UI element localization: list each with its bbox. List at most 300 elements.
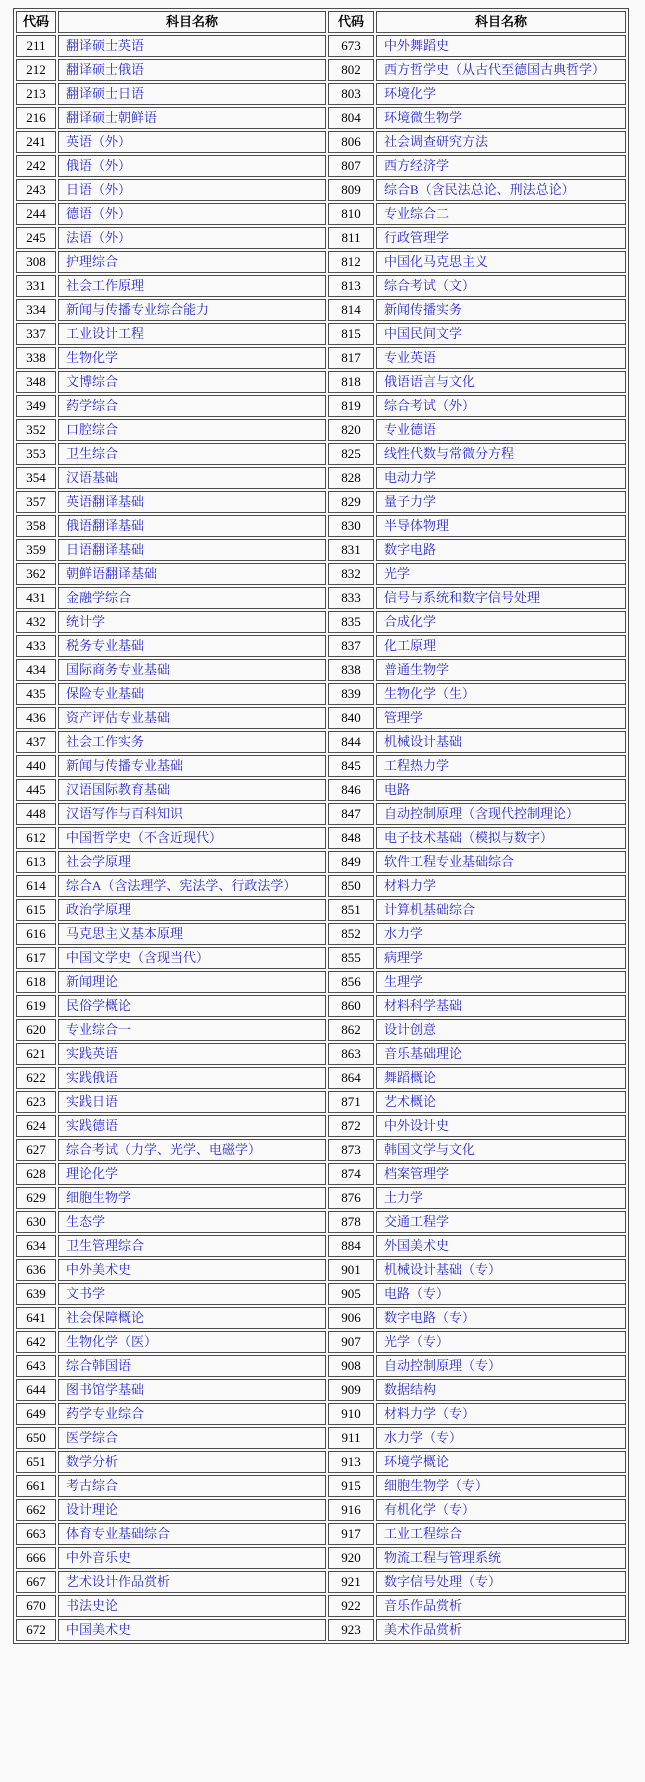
code-cell: 213 <box>16 83 56 105</box>
subject-cell <box>58 443 326 465</box>
header-subject-name-left: 科目名称 <box>58 11 326 33</box>
subject-link[interactable]: 社会保障概论 <box>66 1310 145 1325</box>
subject-link[interactable]: 行政管理学 <box>384 230 450 245</box>
code-cell: 803 <box>328 83 374 105</box>
subject-cell <box>376 1019 626 1041</box>
subject-link[interactable]: 中外音乐史 <box>66 1550 132 1565</box>
subject-link[interactable]: 社会调查研究方法 <box>384 134 489 149</box>
code-cell: 807 <box>328 155 374 177</box>
subject-link[interactable]: 病理学 <box>384 950 424 965</box>
table-row <box>16 1259 626 1281</box>
subject-link[interactable]: 资产评估专业基础 <box>66 710 171 725</box>
code-cell: 434 <box>16 659 56 681</box>
subject-cell <box>376 1379 626 1401</box>
subject-link[interactable]: 机械设计基础（专） <box>384 1262 502 1277</box>
subject-link[interactable]: 软件工程专业基础综合 <box>384 854 515 869</box>
subject-cell <box>58 1331 326 1353</box>
subject-link[interactable]: 数字信号处理（专） <box>384 1574 502 1589</box>
subject-link[interactable]: 自动控制原理（专） <box>384 1358 502 1373</box>
code-cell: 920 <box>328 1547 374 1569</box>
subject-link[interactable]: 新闻理论 <box>66 974 119 989</box>
subject-link[interactable]: 中外设计史 <box>384 1118 450 1133</box>
code-cell: 630 <box>16 1211 56 1233</box>
subject-link[interactable]: 医学综合 <box>66 1430 119 1445</box>
subject-link[interactable]: 数字电路（专） <box>384 1310 476 1325</box>
code-cell: 433 <box>16 635 56 657</box>
subject-link[interactable]: 有机化学（专） <box>384 1502 476 1517</box>
subject-link[interactable]: 计算机基础综合 <box>384 902 476 917</box>
code-cell: 856 <box>328 971 374 993</box>
subject-link[interactable]: 统计学 <box>66 614 106 629</box>
subject-cell <box>376 683 626 705</box>
code-cell: 673 <box>328 35 374 57</box>
table-row <box>16 707 626 729</box>
subject-link[interactable]: 信号与系统和数字信号处理 <box>384 590 541 605</box>
subject-cell <box>58 1091 326 1113</box>
subject-cell <box>58 1451 326 1473</box>
code-cell: 837 <box>328 635 374 657</box>
table-row <box>16 1067 626 1089</box>
subject-link[interactable]: 德语（外） <box>66 206 132 221</box>
subject-cell <box>376 59 626 81</box>
subject-link[interactable]: 电动力学 <box>384 470 437 485</box>
subject-cell <box>376 203 626 225</box>
table-row <box>16 1091 626 1113</box>
subject-cell <box>58 611 326 633</box>
subject-cell <box>58 1019 326 1041</box>
code-cell: 921 <box>328 1571 374 1593</box>
subject-cell <box>376 947 626 969</box>
code-cell: 884 <box>328 1235 374 1257</box>
subject-link[interactable]: 中外美术史 <box>66 1262 132 1277</box>
code-cell: 878 <box>328 1211 374 1233</box>
subject-cell <box>376 1115 626 1137</box>
subject-link[interactable]: 电路（专） <box>384 1286 450 1301</box>
code-cell: 872 <box>328 1115 374 1137</box>
subject-cell <box>376 995 626 1017</box>
code-cell: 245 <box>16 227 56 249</box>
subject-link[interactable]: 日语翻译基础 <box>66 542 145 557</box>
subject-link[interactable]: 法语（外） <box>66 230 132 245</box>
subject-cell <box>376 1211 626 1233</box>
subject-link[interactable]: 图书馆学基础 <box>66 1382 145 1397</box>
subject-cell <box>58 1211 326 1233</box>
subject-cell <box>376 395 626 417</box>
subject-link[interactable]: 机械设计基础 <box>384 734 463 749</box>
subject-link[interactable]: 翻译硕士英语 <box>66 38 145 53</box>
subject-cell <box>58 1403 326 1425</box>
subject-cell <box>58 347 326 369</box>
table-row <box>16 563 626 585</box>
code-cell: 636 <box>16 1259 56 1281</box>
table-row <box>16 611 626 633</box>
code-cell: 666 <box>16 1547 56 1569</box>
subject-cell <box>58 107 326 129</box>
subject-link[interactable]: 专业综合二 <box>384 206 450 221</box>
table-row <box>16 1283 626 1305</box>
subject-link[interactable]: 口腔综合 <box>66 422 119 437</box>
subject-link[interactable]: 环境学概论 <box>384 1454 450 1469</box>
subject-cell <box>376 1403 626 1425</box>
table-row <box>16 995 626 1017</box>
subject-link[interactable]: 综合考试（文） <box>384 278 476 293</box>
subject-link[interactable]: 英语（外） <box>66 134 132 149</box>
code-cell: 913 <box>328 1451 374 1473</box>
subject-cell <box>58 515 326 537</box>
subject-cell <box>376 1259 626 1281</box>
subject-link[interactable]: 西方哲学史（从古代至德国古典哲学） <box>384 62 606 77</box>
subject-cell <box>58 1283 326 1305</box>
code-cell: 915 <box>328 1475 374 1497</box>
table-row <box>16 323 626 345</box>
subject-link[interactable]: 工业设计工程 <box>66 326 145 341</box>
subject-link[interactable]: 中国哲学史（不含近现代） <box>66 830 223 845</box>
subject-link[interactable]: 音乐作品赏析 <box>384 1598 463 1613</box>
subject-link[interactable]: 光学（专） <box>384 1334 450 1349</box>
subject-cell <box>376 299 626 321</box>
table-row <box>16 731 626 753</box>
subject-link[interactable]: 数据结构 <box>384 1382 437 1397</box>
code-cell: 844 <box>328 731 374 753</box>
code-cell: 334 <box>16 299 56 321</box>
subject-link[interactable]: 艺术概论 <box>384 1094 437 1109</box>
subject-link[interactable]: 生态学 <box>66 1214 106 1229</box>
code-cell: 907 <box>328 1331 374 1353</box>
code-cell: 812 <box>328 251 374 273</box>
code-cell: 639 <box>16 1283 56 1305</box>
subject-cell <box>376 755 626 777</box>
subject-cell <box>58 563 326 585</box>
code-cell: 802 <box>328 59 374 81</box>
code-cell: 806 <box>328 131 374 153</box>
table-row <box>16 1451 626 1473</box>
code-cell: 618 <box>16 971 56 993</box>
subject-cell <box>58 995 326 1017</box>
subject-link[interactable]: 材料科学基础 <box>384 998 463 1013</box>
subject-link[interactable]: 电子技术基础（模拟与数字） <box>384 830 554 845</box>
subject-link[interactable]: 考古综合 <box>66 1478 119 1493</box>
subject-cell <box>376 635 626 657</box>
subject-cell <box>376 1475 626 1497</box>
table-row <box>16 347 626 369</box>
subject-link[interactable]: 实践俄语 <box>66 1070 119 1085</box>
subject-link[interactable]: 社会工作实务 <box>66 734 145 749</box>
code-cell: 838 <box>328 659 374 681</box>
subject-link[interactable]: 日语（外） <box>66 182 132 197</box>
subject-cell <box>58 323 326 345</box>
subject-link[interactable]: 综合韩国语 <box>66 1358 132 1373</box>
subject-link[interactable]: 物流工程与管理系统 <box>384 1550 502 1565</box>
subject-cell <box>376 251 626 273</box>
code-cell: 851 <box>328 899 374 921</box>
subject-link[interactable]: 数字电路 <box>384 542 437 557</box>
subject-cell <box>58 1187 326 1209</box>
code-cell: 435 <box>16 683 56 705</box>
code-cell: 810 <box>328 203 374 225</box>
subject-link[interactable]: 税务专业基础 <box>66 638 145 653</box>
subject-cell <box>376 1355 626 1377</box>
code-cell: 617 <box>16 947 56 969</box>
subject-cell <box>58 299 326 321</box>
subject-link[interactable]: 马克思主义基本原理 <box>66 926 184 941</box>
subject-link[interactable]: 交通工程学 <box>384 1214 450 1229</box>
subject-cell <box>58 1499 326 1521</box>
subject-cell <box>58 275 326 297</box>
subject-link[interactable]: 舞蹈概论 <box>384 1070 437 1085</box>
subject-link[interactable]: 韩国文学与文化 <box>384 1142 476 1157</box>
code-cell: 830 <box>328 515 374 537</box>
table-row <box>16 1307 626 1329</box>
table-row <box>16 1499 626 1521</box>
table-row <box>16 1547 626 1569</box>
subject-link[interactable]: 中国化马克思主义 <box>384 254 489 269</box>
subject-cell <box>58 1163 326 1185</box>
subject-link[interactable]: 中国美术史 <box>66 1622 132 1637</box>
subject-cell <box>58 659 326 681</box>
code-cell: 614 <box>16 875 56 897</box>
subject-cell <box>376 1547 626 1569</box>
subject-link[interactable]: 新闻传播实务 <box>384 302 463 317</box>
subject-link[interactable]: 翻译硕士日语 <box>66 86 145 101</box>
table-row <box>16 1619 626 1641</box>
subject-cell <box>376 1163 626 1185</box>
subject-link[interactable]: 设计理论 <box>66 1502 119 1517</box>
subject-link[interactable]: 文书学 <box>66 1286 106 1301</box>
subject-link[interactable]: 社会工作原理 <box>66 278 145 293</box>
subject-link[interactable]: 自动控制原理（含现代控制理论） <box>384 806 580 821</box>
subject-link[interactable]: 合成化学 <box>384 614 437 629</box>
subject-cell <box>376 1451 626 1473</box>
code-cell: 338 <box>16 347 56 369</box>
subject-link[interactable]: 水力学（专） <box>384 1430 463 1445</box>
subject-link[interactable]: 生物化学 <box>66 350 119 365</box>
subject-link[interactable]: 实践日语 <box>66 1094 119 1109</box>
subject-cell <box>376 803 626 825</box>
subject-link[interactable]: 卫生管理综合 <box>66 1238 145 1253</box>
subject-link[interactable]: 环境化学 <box>384 86 437 101</box>
table-row <box>16 923 626 945</box>
subject-cell <box>58 1427 326 1449</box>
subject-link[interactable]: 综合考试（力学、光学、电磁学） <box>66 1142 262 1157</box>
subject-link[interactable]: 半导体物理 <box>384 518 450 533</box>
table-row <box>16 275 626 297</box>
subject-cell <box>376 563 626 585</box>
subject-cell <box>376 851 626 873</box>
code-cell: 817 <box>328 347 374 369</box>
code-cell: 862 <box>328 1019 374 1041</box>
code-cell: 901 <box>328 1259 374 1281</box>
subject-cell <box>376 587 626 609</box>
subject-cell <box>376 1427 626 1449</box>
table-row <box>16 1211 626 1233</box>
table-row <box>16 755 626 777</box>
subject-link[interactable]: 汉语基础 <box>66 470 119 485</box>
subject-link[interactable]: 药学专业综合 <box>66 1406 145 1421</box>
subject-link[interactable]: 药学综合 <box>66 398 119 413</box>
subject-link[interactable]: 普通生物学 <box>384 662 450 677</box>
subject-cell <box>376 875 626 897</box>
table-row <box>16 1595 626 1617</box>
table-row <box>16 371 626 393</box>
subject-link[interactable]: 材料力学 <box>384 878 437 893</box>
table-row <box>16 1571 626 1593</box>
subject-cell <box>58 179 326 201</box>
table-row <box>16 203 626 225</box>
subject-link[interactable]: 细胞生物学 <box>66 1190 132 1205</box>
subject-cell <box>376 131 626 153</box>
subject-link[interactable]: 汉语写作与百科知识 <box>66 806 184 821</box>
table-row <box>16 179 626 201</box>
code-cell: 431 <box>16 587 56 609</box>
table-row <box>16 107 626 129</box>
subject-link[interactable]: 俄语翻译基础 <box>66 518 145 533</box>
subject-link[interactable]: 数学分析 <box>66 1454 119 1469</box>
subject-link[interactable]: 生物化学（医） <box>66 1334 158 1349</box>
subject-link[interactable]: 英语翻译基础 <box>66 494 145 509</box>
table-row <box>16 1163 626 1185</box>
subject-link[interactable]: 音乐基础理论 <box>384 1046 463 1061</box>
subject-cell <box>376 1571 626 1593</box>
subject-cell <box>376 827 626 849</box>
subject-link[interactable]: 综合A（含法理学、宪法学、行政法学） <box>66 878 297 893</box>
subject-link[interactable]: 细胞生物学（专） <box>384 1478 489 1493</box>
subject-link[interactable]: 卫生综合 <box>66 446 119 461</box>
subject-link[interactable]: 翻译硕士朝鲜语 <box>66 110 158 125</box>
code-cell: 863 <box>328 1043 374 1065</box>
code-cell: 840 <box>328 707 374 729</box>
subject-link[interactable]: 生物化学（生） <box>384 686 476 701</box>
subject-link[interactable]: 民俗学概论 <box>66 998 132 1013</box>
subject-link[interactable]: 综合B（含民法总论、刑法总论） <box>384 182 575 197</box>
subject-cell <box>58 1595 326 1617</box>
subject-link[interactable]: 新闻与传播专业综合能力 <box>66 302 210 317</box>
subject-link[interactable]: 电路 <box>384 782 411 797</box>
subject-cell <box>58 851 326 873</box>
subject-link[interactable]: 实践英语 <box>66 1046 119 1061</box>
subject-link[interactable]: 翻译硕士俄语 <box>66 62 145 77</box>
subject-cell <box>376 1067 626 1089</box>
subject-link[interactable]: 化工原理 <box>384 638 437 653</box>
subject-link[interactable]: 土力学 <box>384 1190 424 1205</box>
subject-cell <box>376 443 626 465</box>
subject-cell <box>58 587 326 609</box>
subject-link[interactable]: 管理学 <box>384 710 424 725</box>
code-cell: 813 <box>328 275 374 297</box>
code-cell: 833 <box>328 587 374 609</box>
code-cell: 818 <box>328 371 374 393</box>
subject-link[interactable]: 档案管理学 <box>384 1166 450 1181</box>
subject-link[interactable]: 工程热力学 <box>384 758 450 773</box>
subject-link[interactable]: 专业德语 <box>384 422 437 437</box>
table-row <box>16 539 626 561</box>
subject-link[interactable]: 俄语（外） <box>66 158 132 173</box>
subject-link[interactable]: 文博综合 <box>66 374 119 389</box>
table-row <box>16 1475 626 1497</box>
subject-cell <box>58 83 326 105</box>
code-cell: 916 <box>328 1499 374 1521</box>
subject-link[interactable]: 环境微生物学 <box>384 110 463 125</box>
subject-link[interactable]: 社会学原理 <box>66 854 132 869</box>
subject-link[interactable]: 线性代数与常微分方程 <box>384 446 515 461</box>
code-cell: 922 <box>328 1595 374 1617</box>
code-cell: 612 <box>16 827 56 849</box>
subject-link[interactable]: 护理综合 <box>66 254 119 269</box>
code-cell: 353 <box>16 443 56 465</box>
subject-cell <box>58 923 326 945</box>
subject-cell <box>376 1523 626 1545</box>
subject-link[interactable]: 中外舞蹈史 <box>384 38 450 53</box>
subject-link[interactable]: 中国文学史（含现当代） <box>66 950 210 965</box>
subject-link[interactable]: 综合考试（外） <box>384 398 476 413</box>
subject-cell <box>58 731 326 753</box>
subject-link[interactable]: 朝鲜语翻译基础 <box>66 566 158 581</box>
code-cell: 436 <box>16 707 56 729</box>
subject-cell <box>376 515 626 537</box>
code-cell: 672 <box>16 1619 56 1641</box>
table-row <box>16 803 626 825</box>
subject-cell <box>376 491 626 513</box>
subject-link[interactable]: 保险专业基础 <box>66 686 145 701</box>
code-cell: 839 <box>328 683 374 705</box>
subject-cell <box>376 659 626 681</box>
subject-link[interactable]: 西方经济学 <box>384 158 450 173</box>
subject-link[interactable]: 体育专业基础综合 <box>66 1526 171 1541</box>
subject-link[interactable]: 材料力学（专） <box>384 1406 476 1421</box>
subject-cell <box>376 731 626 753</box>
subject-link[interactable]: 水力学 <box>384 926 424 941</box>
subject-link[interactable]: 中国民间文学 <box>384 326 463 341</box>
subject-link[interactable]: 量子力学 <box>384 494 437 509</box>
code-cell: 621 <box>16 1043 56 1065</box>
subject-link[interactable]: 设计创意 <box>384 1022 437 1037</box>
code-cell: 814 <box>328 299 374 321</box>
subject-cell <box>58 419 326 441</box>
code-cell: 829 <box>328 491 374 513</box>
subject-link[interactable]: 专业综合一 <box>66 1022 132 1037</box>
subject-link[interactable]: 国际商务专业基础 <box>66 662 171 677</box>
subject-link[interactable]: 金融学综合 <box>66 590 132 605</box>
code-cell: 243 <box>16 179 56 201</box>
code-cell: 437 <box>16 731 56 753</box>
subject-link[interactable]: 生理学 <box>384 974 424 989</box>
subject-link[interactable]: 书法史论 <box>66 1598 119 1613</box>
subject-cell <box>58 155 326 177</box>
subject-link[interactable]: 理论化学 <box>66 1166 119 1181</box>
subject-cell <box>58 1619 326 1641</box>
subject-cell <box>58 1235 326 1257</box>
table-row <box>16 1139 626 1161</box>
subject-cell <box>376 611 626 633</box>
subject-link[interactable]: 俄语语言与文化 <box>384 374 476 389</box>
subject-link[interactable]: 实践德语 <box>66 1118 119 1133</box>
table-row <box>16 1043 626 1065</box>
subject-cell <box>58 947 326 969</box>
subject-link[interactable]: 汉语国际教育基础 <box>66 782 171 797</box>
code-cell: 354 <box>16 467 56 489</box>
subject-link[interactable]: 美术作品赏析 <box>384 1622 463 1637</box>
subject-link[interactable]: 工业工程综合 <box>384 1526 463 1541</box>
subject-link[interactable]: 光学 <box>384 566 411 581</box>
subject-link[interactable]: 新闻与传播专业基础 <box>66 758 184 773</box>
subject-link[interactable]: 外国美术史 <box>384 1238 450 1253</box>
subject-link[interactable]: 专业英语 <box>384 350 437 365</box>
subject-cell <box>58 1259 326 1281</box>
subject-cell <box>376 923 626 945</box>
subject-link[interactable]: 政治学原理 <box>66 902 132 917</box>
subject-link[interactable]: 艺术设计作品赏析 <box>66 1574 171 1589</box>
code-cell: 624 <box>16 1115 56 1137</box>
table-row <box>16 419 626 441</box>
